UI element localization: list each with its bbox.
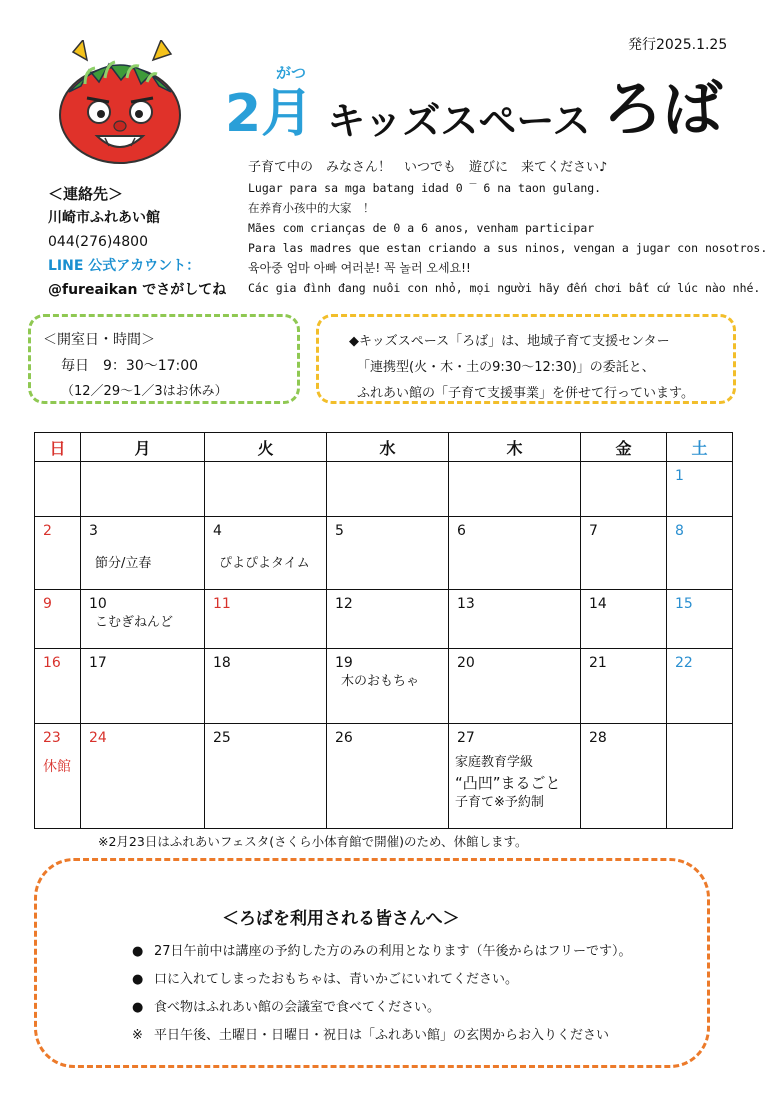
calendar-week-row: [35, 649, 733, 724]
closed-label: 休館: [43, 759, 71, 775]
day-number: 28: [589, 730, 607, 746]
day-number: 18: [213, 655, 231, 671]
title-month: 2月: [225, 84, 314, 144]
calendar-day-cell: [205, 649, 327, 724]
calendar-day-cell: [449, 517, 581, 590]
calendar-day-cell: [327, 590, 449, 649]
day-number: 17: [89, 655, 107, 671]
weekday-sat: 土: [667, 433, 733, 462]
greeting-korean: 육아중 엄마 아빠 여러분! 꼭 놀러 오세요!!: [248, 261, 471, 275]
calendar-day-cell: [449, 462, 581, 517]
event-text: “凸凹”まるごと: [455, 774, 561, 792]
event-text: 節分/立春: [95, 556, 152, 571]
day-number: 27: [457, 730, 475, 746]
day-number: 20: [457, 655, 475, 671]
calendar-body: [35, 462, 733, 829]
calendar-day-cell: [581, 649, 667, 724]
calendar-day-cell: [581, 462, 667, 517]
event-text: 子育て※予約制: [455, 795, 544, 810]
calendar-day-cell: [327, 724, 449, 829]
calendar-day-cell: [449, 649, 581, 724]
issue-date: 発行2025.1.25: [628, 37, 728, 53]
event-text: 木のおもちゃ: [341, 674, 420, 689]
title-name: ろば: [602, 75, 723, 145]
contact-block: [48, 182, 226, 302]
day-number: 8: [675, 523, 684, 539]
calendar-day-cell: [81, 724, 205, 829]
calendar-day-cell: [327, 462, 449, 517]
page-title: [225, 60, 723, 145]
event-block: [341, 673, 419, 691]
day-number: 16: [43, 655, 61, 671]
calendar-week-row: [35, 517, 733, 590]
day-number: 10: [89, 596, 107, 612]
calendar-day-cell: [81, 590, 205, 649]
day-number: 11: [213, 596, 231, 612]
rules-list: [132, 938, 632, 1050]
calendar-table: [34, 432, 733, 829]
day-number: 6: [457, 523, 466, 539]
calendar-week-row: [35, 462, 733, 517]
rule-text: 27日午前中は講座の予約した方のみの利用となります（午後からはフリーです）。: [154, 944, 632, 959]
calendar-day-cell: [449, 590, 581, 649]
greeting-tagalog: Lugar para sa mga batang idad 0 ‾ 6 na taon gulang.: [248, 181, 602, 195]
rule-item: [132, 1022, 632, 1050]
day-number: 23: [43, 730, 61, 746]
rule-text: 食べ物はふれあい館の会議室で食べてください。: [154, 1000, 441, 1015]
calendar-day-cell: [205, 517, 327, 590]
day-number: 5: [335, 523, 344, 539]
contact-heading: ＜連絡先＞: [48, 185, 124, 203]
weekday-fri: 金: [581, 433, 667, 462]
event-text: こむぎねんど: [95, 615, 174, 630]
day-number: 22: [675, 655, 693, 671]
weekday-tue: 火: [205, 433, 327, 462]
hours-holiday: （12／29～1／3はお休み）: [61, 384, 228, 399]
calendar-day-cell: [581, 590, 667, 649]
contact-line-id: @fureaikan でさがしてね: [48, 282, 227, 298]
calendar-day-cell: [327, 517, 449, 590]
contact-phone: 044(276)4800: [48, 234, 148, 250]
day-number: 1: [675, 468, 684, 484]
weekday-sun: 日: [35, 433, 81, 462]
calendar-day-cell: [81, 462, 205, 517]
contact-line-label: LINE 公式アカウント：: [48, 258, 201, 274]
event-block: [95, 614, 173, 632]
day-number: 24: [89, 730, 107, 746]
calendar-day-cell: [35, 649, 81, 724]
day-number: 15: [675, 596, 693, 612]
weekday-thu: 木: [449, 433, 581, 462]
day-number: 19: [335, 655, 353, 671]
day-number: 12: [335, 596, 353, 612]
rule-bullet: ●: [132, 944, 144, 959]
event-block: [95, 555, 151, 573]
calendar-day-cell: [205, 724, 327, 829]
closure-note: ※2月23日はふれあいフェスタ(さくら小体育館で開催)のため、休館します。: [98, 834, 528, 849]
calendar-day-cell: [205, 462, 327, 517]
hours-box: [28, 314, 300, 404]
about-box: [316, 314, 736, 404]
contact-facility: 川崎市ふれあい館: [48, 210, 160, 226]
event-block: [219, 555, 310, 573]
calendar-day-cell: [449, 724, 581, 829]
day-number: 26: [335, 730, 353, 746]
rule-text: 平日午後、土曜日・日曜日・祝日は「ふれあい館」の玄関からお入りください: [154, 1028, 610, 1043]
day-number: 21: [589, 655, 607, 671]
calendar-day-cell: [667, 517, 733, 590]
rules-title: ＜ろばを利用される皆さんへ＞: [222, 909, 460, 929]
calendar-day-cell: [81, 649, 205, 724]
about-line-2: 「連携型(火・木・土の9:30～12:30)」の委託と、: [357, 360, 655, 375]
about-line-3: ふれあい館の「子育て支援事業」を併せて行っています。: [357, 386, 694, 401]
weekday-wed: 水: [327, 433, 449, 462]
hours-schedule: 毎日 9：30～17:00: [61, 358, 199, 374]
rule-bullet: ●: [132, 1000, 144, 1015]
calendar-day-cell: [35, 590, 81, 649]
hours-heading: ＜開室日・時間＞: [43, 332, 155, 348]
day-number: 9: [43, 596, 52, 612]
day-number: 3: [89, 523, 98, 539]
calendar-day-cell: [581, 724, 667, 829]
rule-item: [132, 938, 632, 966]
day-number: 7: [589, 523, 598, 539]
calendar-day-cell: [667, 649, 733, 724]
event-text: ぴよぴよタイム: [219, 556, 310, 571]
calendar-header-row: [35, 433, 733, 462]
rule-item: [132, 966, 632, 994]
greeting-vietnamese: Các gia đình đang nuôi con nhỏ, mọi người hãy đến chơi bất cứ lúc nào nhé.: [248, 281, 761, 295]
calendar-day-cell: [205, 590, 327, 649]
rule-text: 口に入れてしまったおもちゃは、青いかごにいれてください。: [154, 972, 519, 987]
event-block: [455, 754, 561, 812]
rule-bullet: ※: [132, 1028, 143, 1043]
title-month-ruby: がつ: [276, 64, 307, 82]
calendar-day-cell: [35, 724, 81, 829]
greeting-japanese: 子育て中の みなさん！ いつでも 遊びに 来てください♪: [248, 160, 608, 175]
calendar-day-cell: [35, 462, 81, 517]
rule-item: [132, 994, 632, 1022]
day-number: 14: [589, 596, 607, 612]
weekday-mon: 月: [81, 433, 205, 462]
day-number: 25: [213, 730, 231, 746]
title-subtitle: キッズスペース: [327, 99, 591, 143]
day-number: 4: [213, 523, 222, 539]
calendar-day-cell: [581, 517, 667, 590]
calendar-day-cell: [667, 590, 733, 649]
day-number: 2: [43, 523, 52, 539]
greeting-spanish: Para las madres que estan criando a sus ninos, vengan a jugar con nosotros.: [248, 241, 768, 255]
day-number: 13: [457, 596, 475, 612]
greeting-chinese: 在养育小孩中的大家 ！: [248, 201, 375, 215]
rule-bullet: ●: [132, 972, 144, 987]
calendar-day-cell: [35, 517, 81, 590]
greeting-portuguese: Mães com crianças de 0 a 6 anos, venham participar: [248, 221, 595, 235]
calendar-day-cell: [81, 517, 205, 590]
about-line-1: ◆キッズスペース「ろば」は、地域子育て支援センター: [349, 334, 670, 349]
calendar-week-row: [35, 590, 733, 649]
oni-mascot-illustration: [55, 40, 185, 165]
calendar-day-cell: [667, 724, 733, 829]
calendar-week-row: [35, 724, 733, 829]
calendar-day-cell: [327, 649, 449, 724]
multilingual-greetings: [248, 158, 768, 298]
calendar-day-cell: [667, 462, 733, 517]
event-text: 家庭教育学級: [455, 755, 534, 770]
